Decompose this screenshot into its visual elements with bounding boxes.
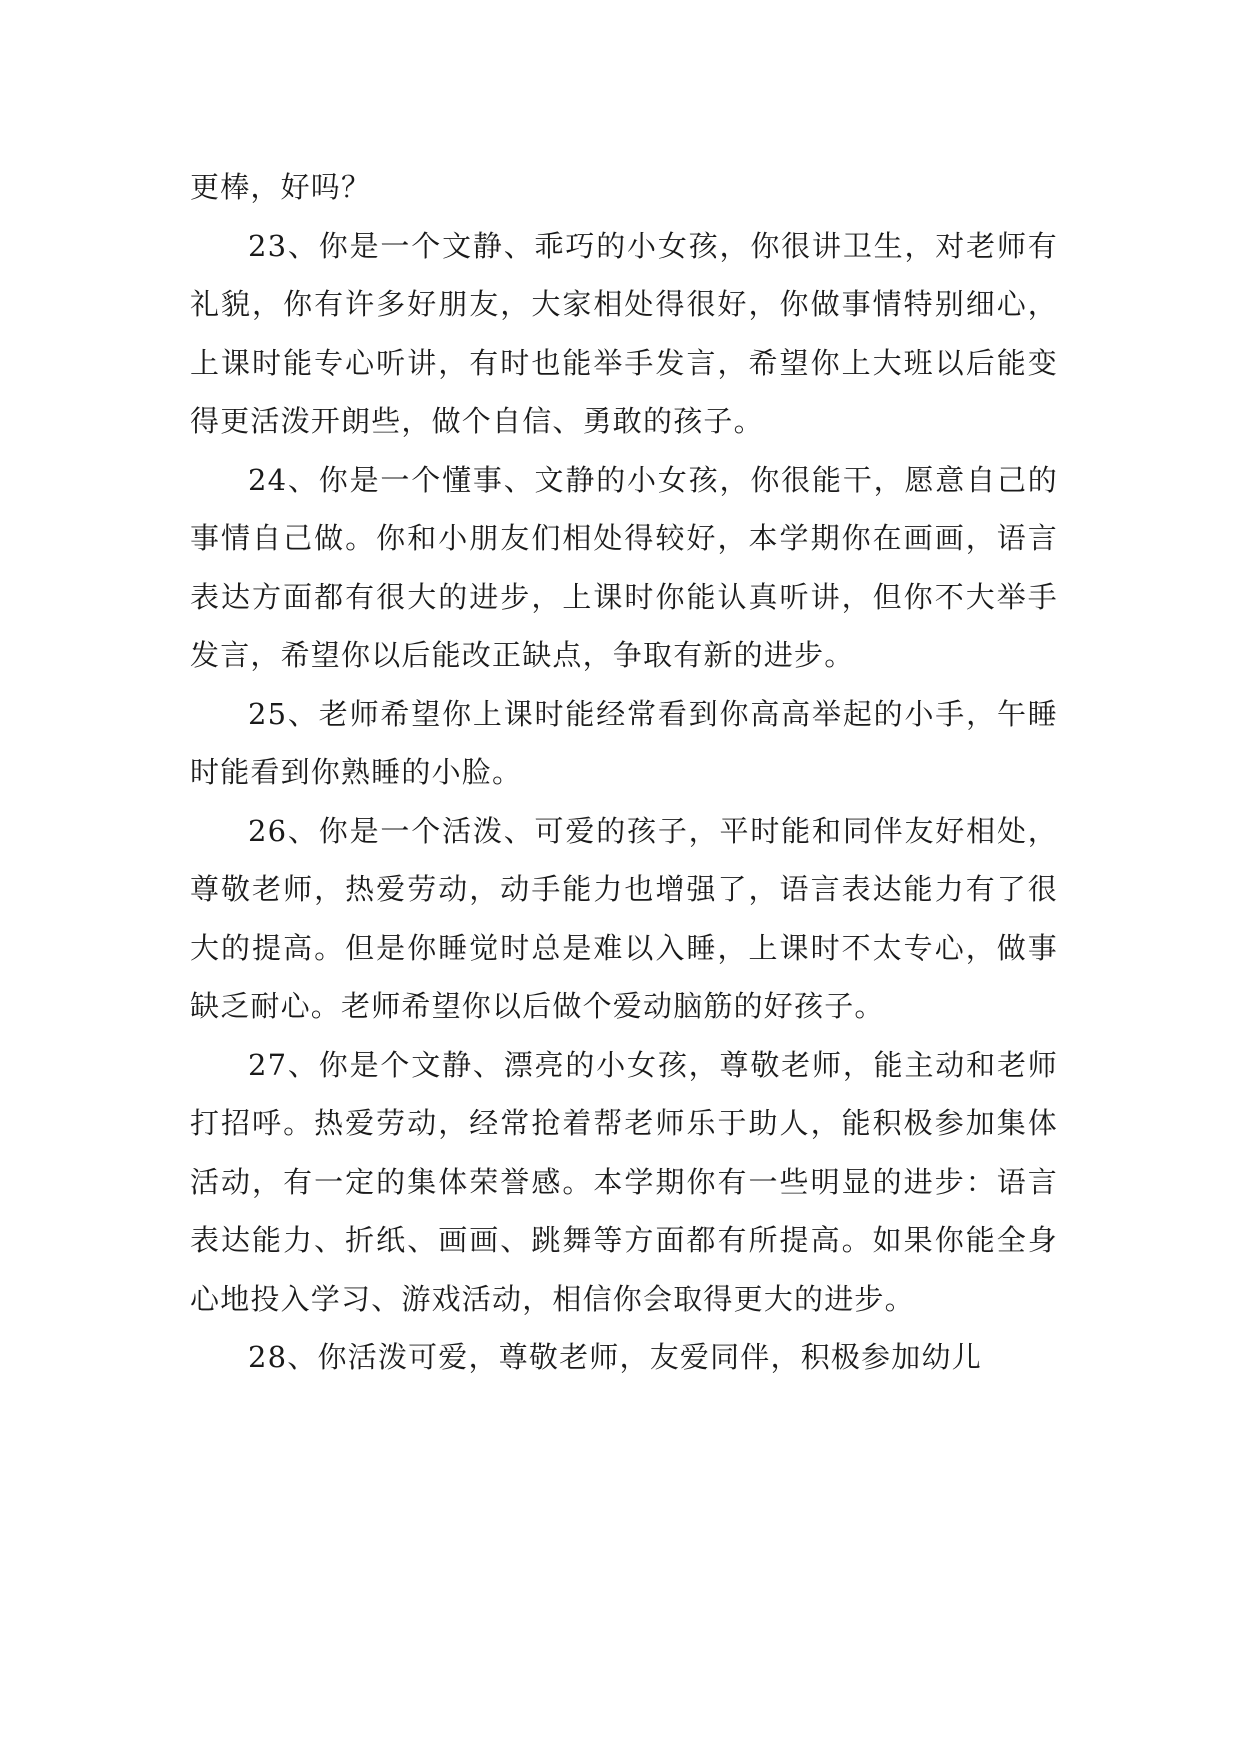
paragraph-continuation: 更棒，好吗？ xyxy=(190,170,372,204)
document-body xyxy=(190,158,1058,1387)
paragraph-comment-26: 26、你是一个活泼、可爱的孩子，平时能和同伴友好相处，尊敬老师，热爱劳动，动手能力也增强了，语言表达能力有了很大的提高。但是你睡觉时总是难以入睡，上课时不太专心，做事缺乏耐心。老师希望你以后做个爱动脑筋的好孩子。 xyxy=(190,813,1058,1023)
paragraph-comment-24: 24、你是一个懂事、文静的小女孩，你很能干，愿意自己的事情自己做。你和小朋友们相处得较好，本学期你在画画，语言表达方面都有很大的进步，上课时你能认真听讲，但你不大举手发言，希望你以后能改正缺点，争取有新的进步。 xyxy=(190,462,1058,672)
paragraph-comment-23: 23、你是一个文静、乖巧的小女孩，你很讲卫生，对老师有礼貌，你有许多好朋友，大家相处得很好，你做事情特别细心，上课时能专心听讲，有时也能举手发言，希望你上大班以后能变得更活泼开朗些，做个自信、勇敢的孩子。 xyxy=(190,228,1058,438)
paragraph-comment-25: 25、老师希望你上课时能经常看到你高高举起的小手，午睡时能看到你熟睡的小脸。 xyxy=(190,696,1058,789)
paragraph-comment-27: 27、你是个文静、漂亮的小女孩，尊敬老师，能主动和老师打招呼。热爱劳动，经常抢着帮老师乐于助人，能积极参加集体活动，有一定的集体荣誉感。本学期你有一些明显的进步：语言表达能力、折纸、画画、跳舞等方面都有所提高。如果你能全身心地投入学习、游戏活动，相信你会取得更大的进步。 xyxy=(190,1047,1058,1316)
paragraph-comment-28: 28、你活泼可爱，尊敬老师，友爱同伴，积极参加幼儿 xyxy=(248,1340,982,1374)
